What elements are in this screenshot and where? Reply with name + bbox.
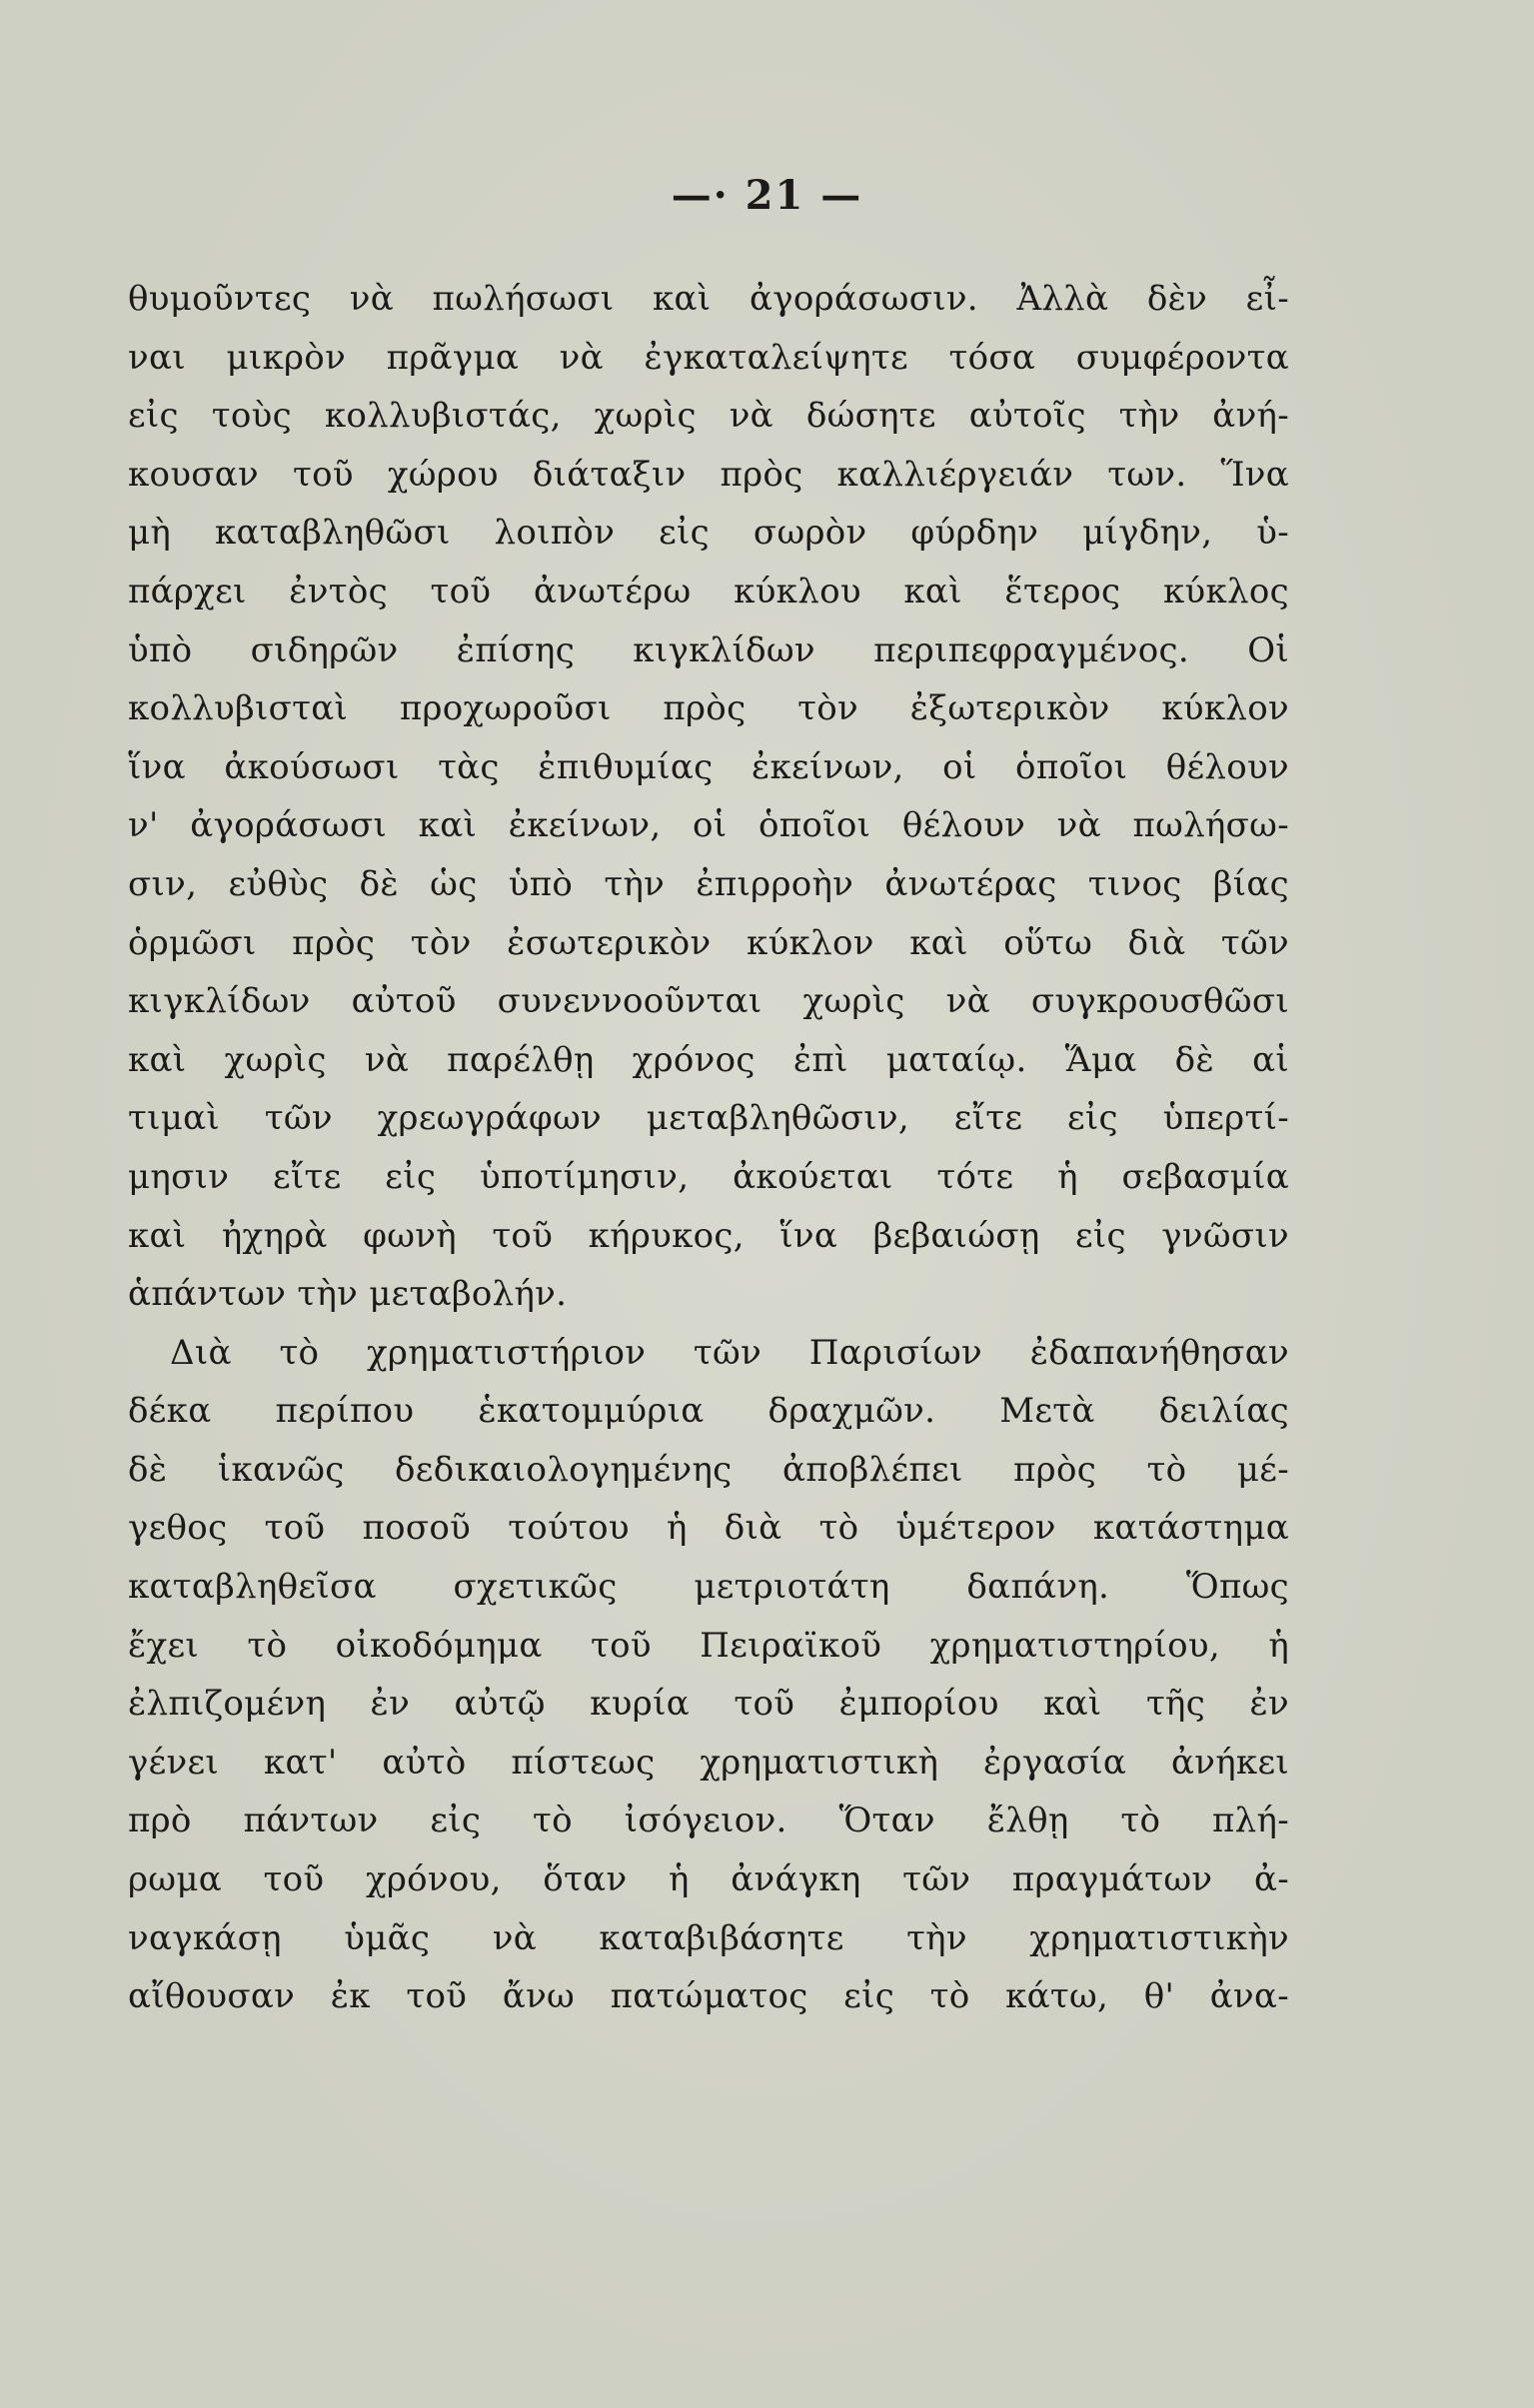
text-line: ἐλπιζομένη ἐν αὐτῷ κυρία τοῦ ἐμπορίου καὶ τῆς ἐν bbox=[128, 1684, 1289, 1725]
text-line: μὴ καταβληθῶσι λοιπὸν εἰς σωρὸν φύρδην μίγδην, ὑ- bbox=[128, 513, 1289, 554]
text-line: σιν, εὐθὺς δὲ ὡς ὑπὸ τὴν ἐπιρροὴν ἀνωτέρας τινος βίας bbox=[128, 863, 1289, 904]
text-line: ναγκάσῃ ὑμᾶς νὰ καταβιβάσητε τὴν χρηματιστικὴν bbox=[128, 1917, 1289, 1958]
text-line: ὑπὸ σιδηρῶν ἐπίσης κιγκλίδων περιπεφραγμένος. Οἱ bbox=[128, 629, 1289, 670]
text-line: ἔχει τὸ οἰκοδόμημα τοῦ Πειραϊκοῦ χρηματιστηρίου, ἡ bbox=[128, 1625, 1289, 1666]
text-line: κουσαν τοῦ χώρου διάταξιν πρὸς καλλιέργειάν των. Ἵνα bbox=[128, 454, 1289, 495]
text-line: πρὸ πάντων εἰς τὸ ἰσόγειον. Ὅταν ἔλθῃ τὸ πλή- bbox=[128, 1801, 1289, 1841]
text-line: θυμοῦντες νὰ πωλήσωσι καὶ ἀγοράσωσιν. Ἀλλὰ δὲν εἶ- bbox=[128, 279, 1289, 319]
text-line: τιμαὶ τῶν χρεωγράφων μεταβληθῶσιν, εἴτε εἰς ὑπερτί- bbox=[128, 1098, 1289, 1139]
text-line: εἰς τοὺς κολλυβιστάς, χωρὶς νὰ δώσητε αὐτοῖς τὴν ἀνή- bbox=[128, 396, 1289, 437]
text-line: ὁρμῶσι πρὸς τὸν ἐσωτερικὸν κύκλον καὶ οὕτω διὰ τῶν bbox=[128, 922, 1289, 963]
text-line: πάρχει ἐντὸς τοῦ ἀνωτέρω κύκλου καὶ ἕτερος κύκλος bbox=[128, 571, 1289, 611]
text-line: ναι μικρὸν πρᾶγμα νὰ ἐγκαταλείψητε τόσα συμφέροντα bbox=[128, 337, 1289, 378]
text-line: γένει κατ' αὐτὸ πίστεως χρηματιστικὴ ἐργασία ἀνήκει bbox=[128, 1742, 1289, 1783]
text-line: μησιν εἴτε εἰς ὑποτίμησιν, ἀκούεται τότε ἡ σεβασμία bbox=[128, 1156, 1289, 1197]
paragraph-end-line: ἁπάντων τὴν μεταβολήν. bbox=[128, 1274, 568, 1315]
text-line: γεθος τοῦ ποσοῦ τούτου ἡ διὰ τὸ ὑμέτερον κατάστημα bbox=[128, 1508, 1289, 1549]
text-line: καταβληθεῖσα σχετικῶς μετριοτάτη δαπάνη. Ὅπως bbox=[128, 1567, 1289, 1608]
body-text bbox=[128, 270, 1289, 2026]
text-line: ν' ἀγοράσωσι καὶ ἐκείνων, οἱ ὁποῖοι θέλουν νὰ πωλήσω- bbox=[128, 805, 1289, 846]
text-line: αἴθουσαν ἐκ τοῦ ἄνω πατώματος εἰς τὸ κάτω, θ' ἀνα- bbox=[128, 1976, 1289, 2017]
text-line: κιγκλίδων αὐτοῦ συνεννοοῦνται χωρὶς νὰ συγκρουσθῶσι bbox=[128, 981, 1289, 1022]
text-line: καὶ χωρὶς νὰ παρέλθῃ χρόνος ἐπὶ ματαίῳ. Ἅμα δὲ αἱ bbox=[128, 1039, 1289, 1080]
page-number: —· 21 — bbox=[671, 172, 863, 219]
text-line: ἵνα ἀκούσωσι τὰς ἐπιθυμίας ἐκείνων, οἱ ὁποῖοι θέλουν bbox=[128, 746, 1289, 787]
text-line: κολλυβισταὶ προχωροῦσι πρὸς τὸν ἐξωτερικὸν κύκλον bbox=[128, 688, 1289, 729]
text-line: ρωμα τοῦ χρόνου, ὅταν ἡ ἀνάγκη τῶν πραγμάτων ἀ- bbox=[128, 1859, 1289, 1900]
text-line: δὲ ἱκανῶς δεδικαιολογημένης ἀποβλέπει πρὸς τὸ μέ- bbox=[128, 1449, 1289, 1490]
text-line: καὶ ἠχηρὰ φωνὴ τοῦ κήρυκος, ἵνα βεβαιώσῃ εἰς γνῶσιν bbox=[128, 1215, 1289, 1256]
paragraph-start-line: Διὰ τὸ χρηματιστήριον τῶν Παρισίων ἐδαπανήθησαν bbox=[170, 1332, 1289, 1373]
text-line: δέκα περίπου ἑκατομμύρια δραχμῶν. Μετὰ δειλίας bbox=[128, 1391, 1289, 1432]
